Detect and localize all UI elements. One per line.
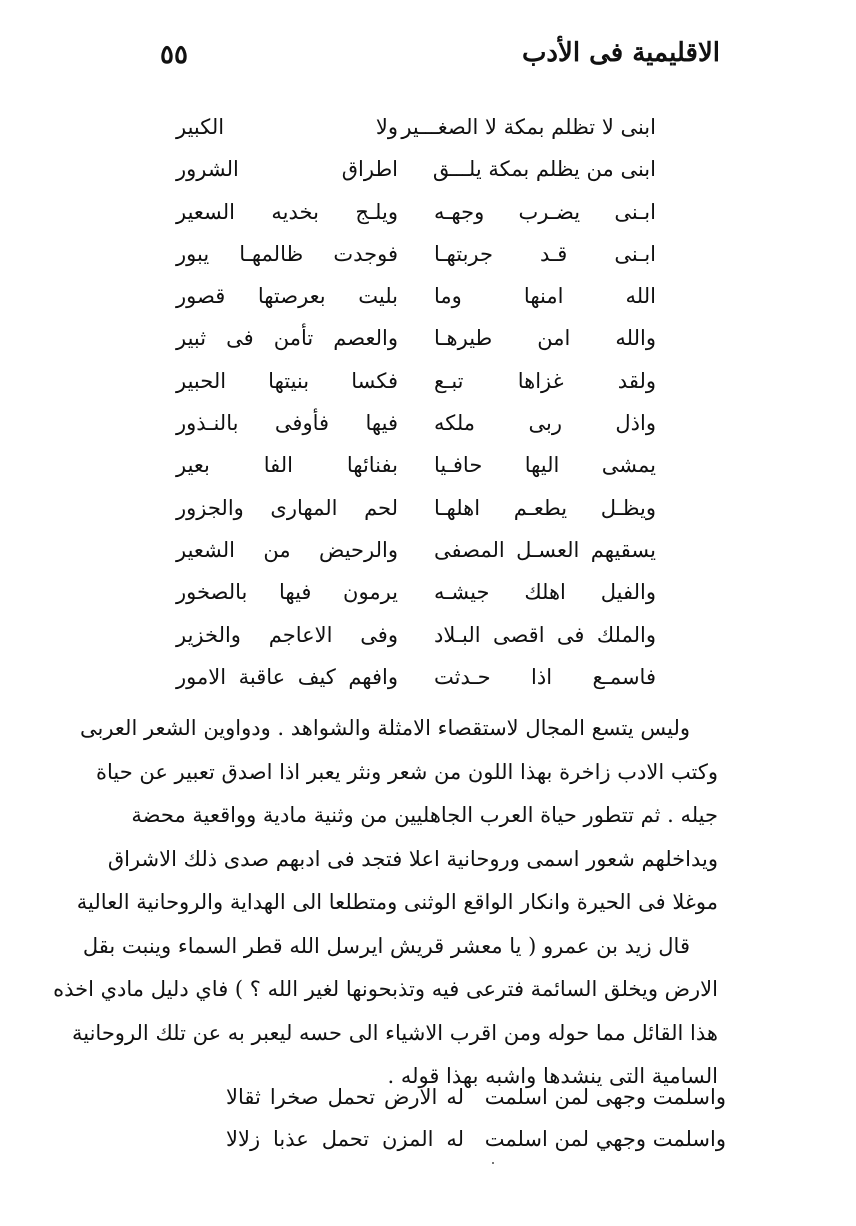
first-hemistich: والفيل اهلك جيشـه xyxy=(434,580,656,605)
first-hemistich: واسلمت وجهي لمن اسلمت xyxy=(484,1127,726,1152)
first-hemistich: يسقيهم العسـل المصفى xyxy=(434,537,656,562)
second-hemistich: له المزن تحمل عذبا زلالا xyxy=(226,1127,464,1152)
prose-line: موغلا فى الحيرة وانكار الواقع الوثنى ومتطلعا الى الهداية والروحانية العالية xyxy=(76,890,718,914)
first-hemistich: يمشى اليها حافـيا xyxy=(434,453,656,478)
closing-verses xyxy=(226,1076,726,1161)
verse xyxy=(176,106,656,148)
first-hemistich: والملك فى اقصى البـلاد xyxy=(434,622,656,647)
first-hemistich: ابنى لا تظلم بمكة لا الصغـــير xyxy=(401,115,656,139)
first-hemistich: الله امنها وما xyxy=(434,284,656,309)
prose-line: جيله . ثم تتطور حياة العرب الجاهليين من وثنية مادية وواقعية محضة xyxy=(131,803,718,827)
verse xyxy=(176,444,656,486)
first-hemistich: ابنى من يظلم بمكة يلـــق xyxy=(432,157,656,182)
second-hemistich: فوجدت ظالمهـا يبور xyxy=(176,241,398,266)
second-hemistich: بفنائها الفا بعير xyxy=(176,453,398,478)
verse xyxy=(176,360,656,402)
running-title: الاقليمية فى الأدب xyxy=(521,38,720,68)
prose-line: وليس يتسع المجال لاستقصاء الامثلة والشواهد . ودواوين الشعر العربى xyxy=(79,716,690,740)
verse xyxy=(226,1118,726,1160)
first-hemistich: واذل ربى ملكه xyxy=(434,411,656,436)
second-hemistich: فكسا بنيتها الحبير xyxy=(176,368,398,393)
second-hemistich: يرمون فيها بالصخور xyxy=(176,580,398,605)
second-hemistich: ويلـج بخديه السعير xyxy=(176,199,398,224)
verse xyxy=(176,487,656,529)
first-hemistich: ابـنى قـد جربتهـا xyxy=(434,241,656,266)
verse xyxy=(176,148,656,190)
verse xyxy=(176,233,656,275)
prose-paragraph xyxy=(53,707,718,1099)
page-number: ٥٥ xyxy=(160,40,188,70)
prose-line: السامية التى ينشدها واشبه بهذا قوله . xyxy=(387,1064,718,1088)
second-hemistich: بليت بعرصتها قصور xyxy=(176,284,398,309)
first-hemistich: فاسمـع اذا حـدثت xyxy=(434,664,656,689)
print-speck xyxy=(492,1162,494,1164)
verse xyxy=(176,275,656,317)
first-hemistich: ويظـل يطعـم اهلهـا xyxy=(434,495,656,520)
verse xyxy=(176,317,656,359)
page-header xyxy=(150,38,720,82)
prose-line: وكتب الادب زاخرة بهذا اللون من شعر ونثر يعبر اذا اصدق تعبير عن حياة xyxy=(95,759,718,784)
first-hemistich: والله امن طيرهـا xyxy=(434,326,656,351)
verse xyxy=(176,656,656,698)
verse xyxy=(176,191,656,233)
verse xyxy=(176,614,656,656)
prose-line: قال زيد بن عمرو ( يا معشر قريش ايرسل الله قطر السماء وينبت بقل xyxy=(82,933,690,958)
first-hemistich: واسلمت وجهى لمن اسلمت xyxy=(484,1085,726,1109)
second-hemistich: وفى الاعاجم والخزير xyxy=(176,622,398,647)
poem xyxy=(176,106,656,698)
prose-line: ويداخلهم شعور اسمى وروحانية اعلا فتجد فى ادبهم صدى ذلك الاشراق xyxy=(107,846,718,871)
first-hemistich: ولقد غزاها تبـع xyxy=(434,368,656,393)
second-hemistich: وافهم كيف عاقبة الامور xyxy=(176,664,398,689)
second-hemistich: والعصم تأمن فى ثبير xyxy=(176,326,398,351)
verse xyxy=(176,529,656,571)
verse xyxy=(176,402,656,444)
second-hemistich: فيها فأوفى بالنـذور xyxy=(176,411,398,436)
prose-line: هذا القائل مما حوله ومن اقرب الاشياء الى حسه ليعبر به عن تلك الروحانية xyxy=(71,1020,718,1045)
second-hemistich: اطراق الشرور xyxy=(176,157,398,182)
verse xyxy=(226,1076,726,1118)
verse xyxy=(176,571,656,613)
second-hemistich: لحم المهارى والجزور xyxy=(176,495,398,520)
first-hemistich: ابـنى يضـرب وجهـه xyxy=(434,199,656,224)
second-hemistich: ولا الكبير xyxy=(176,115,398,139)
prose-line: الارض ويخلق السائمة فترعى فيه وتذبحونها لغير الله ؟ ) فاي دليل مادي اخذه xyxy=(53,977,718,1001)
second-hemistich: والرحيض من الشعير xyxy=(176,537,398,562)
second-hemistich: له الارض تحمل صخرا ثقالا xyxy=(226,1085,464,1109)
